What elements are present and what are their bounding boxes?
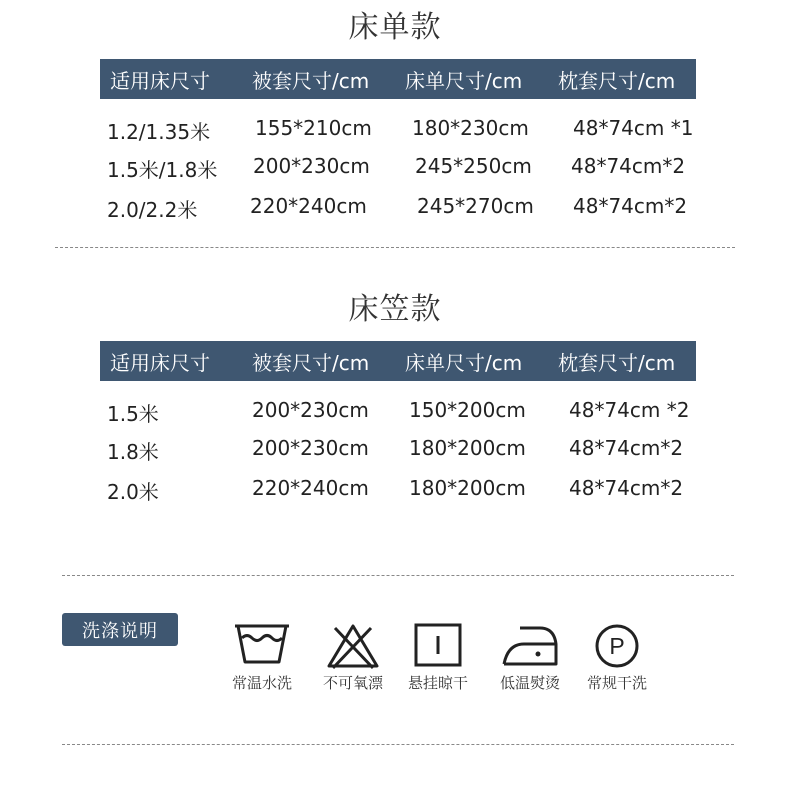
cell-pillowcase-size: 48*74cm*2 [571,154,686,178]
cell-bed-size: 1.5米 [107,402,159,426]
sheet-section-title: 床单款 [348,10,442,45]
cell-sheet-size: 150*200cm [409,398,526,422]
table-row [0,116,790,148]
hang-dry-icon [413,622,463,668]
fitted-table-header [100,341,696,381]
header-duvet-size: 被套尺寸/cm [252,68,370,93]
cell-sheet-size: 180*230cm [412,116,529,140]
header-sheet-size: 床单尺寸/cm [405,68,523,93]
header-pillowcase-size: 枕套尺寸/cm [558,350,676,375]
cell-duvet-size: 220*240cm [250,194,367,218]
cell-bed-size: 1.5米/1.8米 [107,158,218,182]
header-bed-size: 适用床尺寸 [110,350,210,375]
cell-sheet-size: 245*250cm [415,154,532,178]
sheet-table-header [100,59,696,99]
cell-duvet-size: 200*230cm [252,436,369,460]
cell-bed-size: 2.0/2.2米 [107,198,198,222]
care-item-low-iron [485,622,575,693]
cell-pillowcase-size: 48*74cm *2 [569,398,690,422]
cell-pillowcase-size: 48*74cm*2 [569,436,684,460]
care-instructions-badge: 洗涤说明 [62,613,178,646]
care-item-hang-dry [393,622,483,693]
cell-duvet-size: 220*240cm [252,476,369,500]
care-item-no-bleach [308,622,398,693]
dry-clean-glyph: P [609,633,625,659]
wash-basin-icon [232,622,292,666]
cell-sheet-size: 245*270cm [417,194,534,218]
care-label-no-bleach: 不可氧漂 [322,674,383,692]
header-duvet-size: 被套尺寸/cm [252,350,370,375]
cell-sheet-size: 180*200cm [409,436,526,460]
no-bleach-icon [325,622,381,670]
table-row [0,476,790,508]
fitted-section-title: 床笠款 [348,292,442,327]
section-divider [55,247,735,248]
cell-bed-size: 1.8米 [107,440,159,464]
table-row [0,194,790,226]
dry-clean-p-icon [593,622,641,670]
care-label-dry-clean: 常规干洗 [586,674,647,692]
section-divider [62,575,734,576]
care-label-low-iron: 低温熨烫 [499,674,560,692]
header-sheet-size: 床单尺寸/cm [405,350,523,375]
cell-pillowcase-size: 48*74cm*2 [573,194,688,218]
section-divider [62,744,734,745]
cell-pillowcase-size: 48*74cm*2 [569,476,684,500]
table-row [0,154,790,186]
cell-duvet-size: 200*230cm [252,398,369,422]
table-row [0,436,790,468]
cell-bed-size: 2.0米 [107,480,159,504]
care-item-wash [217,622,307,693]
cell-bed-size: 1.2/1.35米 [107,120,211,144]
cell-duvet-size: 200*230cm [253,154,370,178]
cell-pillowcase-size: 48*74cm *1 [573,116,694,140]
care-label-wash: 常温水洗 [231,674,292,692]
care-item-dry-clean [572,622,662,693]
header-pillowcase-size: 枕套尺寸/cm [558,68,676,93]
cell-sheet-size: 180*200cm [409,476,526,500]
cell-duvet-size: 155*210cm [255,116,372,140]
table-row [0,398,790,430]
care-label-hang-dry: 悬挂晾干 [407,674,468,692]
low-iron-icon [500,622,560,668]
header-bed-size: 适用床尺寸 [110,68,210,93]
